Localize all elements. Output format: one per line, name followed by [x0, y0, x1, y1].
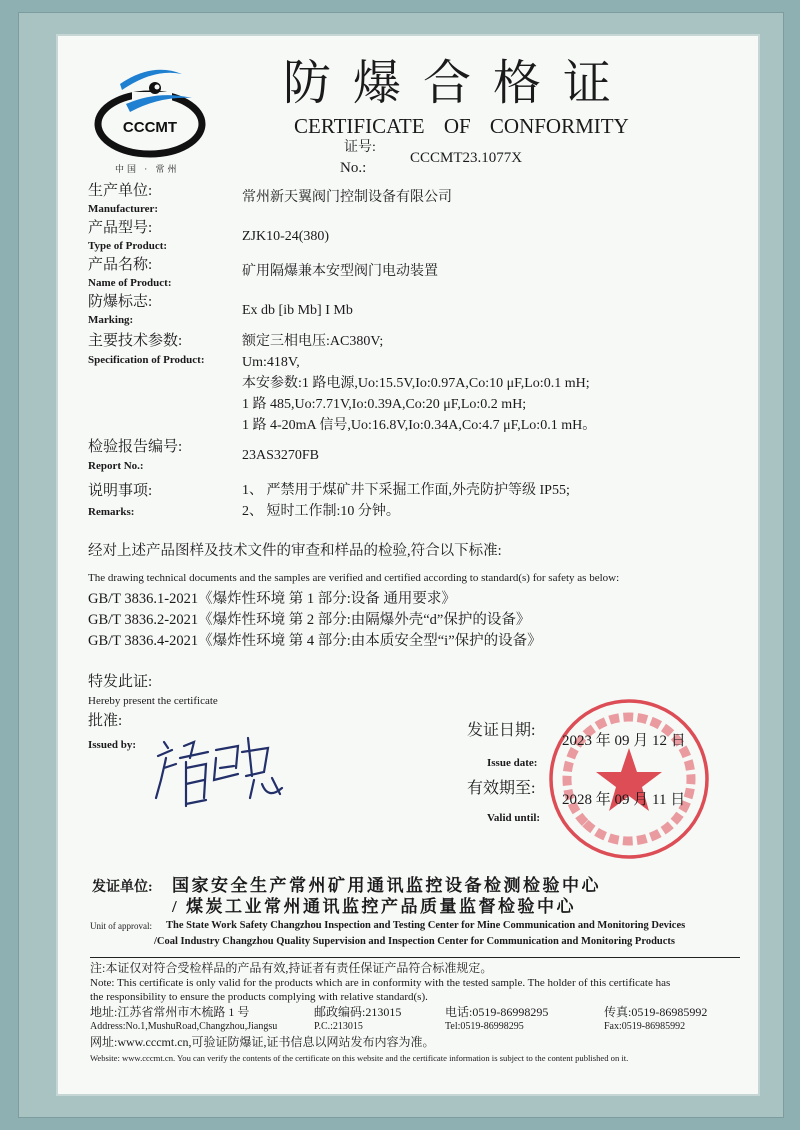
- standards-intro-en: The drawing technical documents and the samples are verified and certified according to standard(s) for safety as below:: [88, 572, 620, 584]
- logo-text: CCCMT: [122, 119, 178, 136]
- product-name-value: 矿用隔爆兼本安型阀门电动装置: [242, 264, 438, 279]
- present-label: 特发此证:: [88, 674, 153, 690]
- report-no-label: 检验报告编号:: [88, 439, 183, 455]
- address-cn: 地址:江苏省常州市木梳路 1 号: [90, 1005, 250, 1019]
- standard-item: GB/T 3836.1-2021《爆炸性环境 第 1 部分:设备 通用要求》: [88, 591, 456, 607]
- issue-date-label-en: Issue date:: [487, 757, 538, 769]
- website-cn[interactable]: 网址:www.cccmt.cn,可验证防爆证,证书信息以网站发布内容为准。: [90, 1035, 435, 1049]
- note-en-line2: the responsibility to ensure the products complying with relative standard(s).: [90, 991, 428, 1003]
- fax-en: Fax:0519-86985992: [604, 1021, 686, 1032]
- approve-label: 批准:: [88, 713, 123, 729]
- address-en: Address:No.1,MushuRoad,Changzhou,Jiangsu: [90, 1021, 278, 1032]
- fax-cn: 传真:0519-86985992: [604, 1005, 708, 1019]
- product-name-label: 产品名称:: [88, 257, 153, 273]
- spec-line: 额定三相电压:AC380V;: [242, 334, 384, 349]
- spec-line: Um:418V,: [242, 355, 300, 370]
- phone-cn: 电话:0519-86998295: [445, 1005, 549, 1019]
- cert-no: CCCMT23.1077X: [410, 150, 523, 166]
- spec-label-en: Specification of Product:: [88, 354, 205, 366]
- cccmt-logo-icon: [92, 62, 208, 162]
- phone-en: Tel:0519-86998295: [445, 1021, 524, 1032]
- standard-item: GB/T 3836.2-2021《爆炸性环境 第 2 部分:由隔爆外壳“d”保护的设备》: [88, 612, 531, 628]
- remarks-label: 说明事项:: [88, 483, 153, 499]
- remark-line: 2、 短时工作制:10 分钟。: [242, 504, 400, 519]
- signature-icon: [150, 728, 300, 813]
- issuer-name-en1: The State Work Safety Changzhou Inspection and Testing Center for Mine Communication and Monitoring Devices: [166, 920, 686, 931]
- report-no-label-en: Report No.:: [88, 460, 144, 472]
- manufacturer-label-en: Manufacturer:: [88, 203, 159, 215]
- report-no-value: 23AS3270FB: [242, 448, 320, 463]
- present-label-en: Hereby present the certificate: [88, 695, 218, 707]
- spec-line: 1 路 485,Uo:7.71V,Io:0.39A,Co:20 μF,Lo:0.2 mH;: [242, 397, 527, 412]
- manufacturer-value: 常州新天翼阀门控制设备有限公司: [242, 190, 452, 205]
- marking-label: 防爆标志:: [88, 294, 153, 310]
- manufacturer-label: 生产单位:: [88, 183, 153, 199]
- product-type-label-en: Type of Product:: [88, 240, 168, 252]
- spec-label: 主要技术参数:: [88, 333, 183, 349]
- product-name-label-en: Name of Product:: [88, 277, 172, 289]
- cccmt-logo: [92, 62, 208, 162]
- spec-line: 本安参数:1 路电源,Uo:15.5V,Io:0.97A,Co:10 μF,Lo:0.1 mH;: [242, 376, 590, 391]
- product-type-value: ZJK10-24(380): [242, 229, 330, 244]
- postcode-cn: 邮政编码:213015: [314, 1005, 402, 1019]
- cert-no-label-cn: 证号:: [344, 140, 376, 155]
- postcode-en: P.C.:213015: [314, 1021, 363, 1032]
- issuer-label-en: Unit of approval:: [90, 921, 152, 931]
- page-title: 防爆合格证: [283, 57, 634, 110]
- issuer-name-line1: 国家安全生产常州矿用通讯监控设备检测检验中心: [172, 876, 601, 895]
- issuer-name-en2: /Coal Industry Changzhou Quality Supervision and Inspection Center for Communication and Monitoring Products: [154, 936, 675, 947]
- signature: [150, 728, 300, 818]
- remarks-label-en: Remarks:: [88, 506, 135, 518]
- issue-date-label: 发证日期:: [467, 722, 536, 739]
- remark-line: 1、 严禁用于煤矿井下采掘工作面,外壳防护等级 IP55;: [242, 483, 570, 498]
- seal-star-icon: [546, 696, 712, 862]
- standards-intro-cn: 经对上述产品图样及技术文件的审查和样品的检验,符合以下标准:: [88, 543, 502, 559]
- issuer-name-line2: / 煤炭工业常州通讯监控产品质量监督检验中心: [172, 897, 576, 916]
- approve-label-en: Issued by:: [88, 739, 136, 751]
- note-en-line1: Note: This certificate is only valid for the products which are in conformity with the tested sample. The holder of this certificate has: [90, 977, 671, 989]
- divider: [90, 957, 740, 958]
- standard-item: GB/T 3836.4-2021《爆炸性环境 第 4 部分:由本质安全型“i”保护的设备》: [88, 633, 542, 649]
- official-seal: [546, 696, 712, 867]
- issuer-label: 发证单位:: [92, 880, 153, 895]
- valid-until-label: 有效期至:: [467, 780, 536, 797]
- note-cn: 注:本证仅对符合受检样品的产品有效,持证者有责任保证产品符合标准规定。: [90, 961, 493, 975]
- marking-value: Ex db [ib Mb] I Mb: [242, 303, 353, 318]
- logo-subtitle: 中国 · 常州: [115, 164, 180, 174]
- cert-no-label-en: No.:: [340, 160, 367, 176]
- page-subtitle: CERTIFICATE OF CONFORMITY: [294, 114, 629, 138]
- website-en[interactable]: Website: www.cccmt.cn. You can verify the contents of the certificate on this website and the certificate information is subject to the content published on it.: [90, 1053, 629, 1063]
- spec-line: 1 路 4-20mA 信号,Uo:16.8V,Io:0.34A,Co:4.7 μF,Lo:0.1 mH。: [242, 418, 597, 433]
- valid-until-date: 2028 年 09 月 11 日: [562, 792, 686, 808]
- valid-until-label-en: Valid until:: [487, 812, 541, 824]
- product-type-label: 产品型号:: [88, 220, 153, 236]
- marking-label-en: Marking:: [88, 314, 134, 326]
- issue-date: 2023 年 09 月 12 日: [562, 733, 686, 749]
